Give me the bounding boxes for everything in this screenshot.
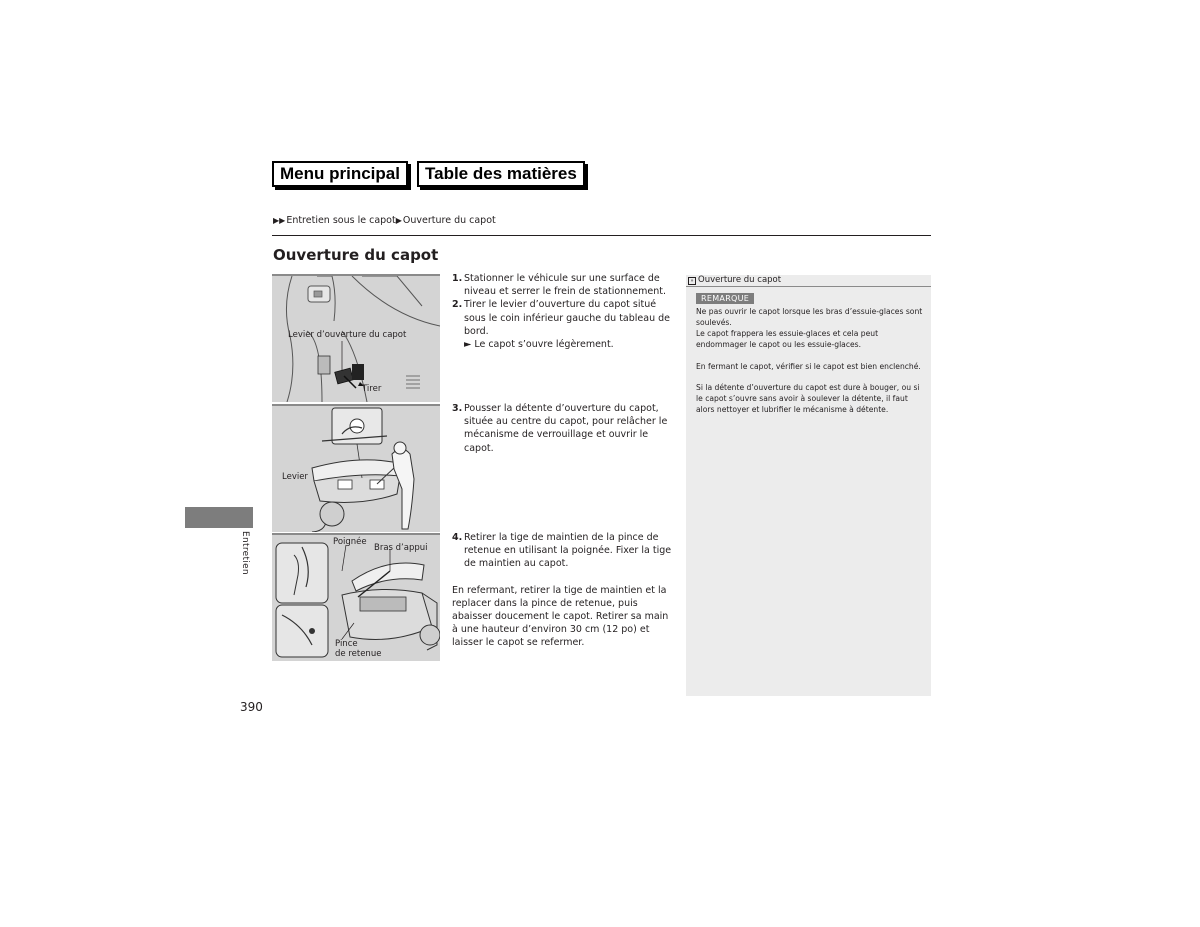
page-number: 390 [240,700,263,714]
closing-paragraph: En refermant, retirer la tige de maintien et la replacer dans la pince de retenue, puis abaisser doucement le capot. Retirer sa main à une hauteur d’environ 30 cm (12 po) et laisser le capot se refermer. [452,584,669,649]
table-of-contents-button[interactable]: Table des matières [417,161,585,187]
header-divider [272,235,931,236]
label-clip-line2: de retenue [335,649,382,659]
figure-hood-latch [272,404,440,532]
step-item [452,272,674,298]
sidebar-header [686,275,931,287]
sidebar-note-4: Si la détente d’ouverture du capot est dure à bouger, ou si le capot s’ouvre sans avoir à soulever la détente, il faut alors nettoyer et lubrifier le mécanisme à détente. [696,383,920,414]
label-handle: Poignée [333,537,367,547]
step-number: 3. [452,403,463,414]
double-arrow-icon: ▶▶ [273,216,286,225]
breadcrumb-parent[interactable]: Entretien sous le capot [286,215,396,226]
step-item [452,402,674,455]
step-number: 1. [452,273,463,284]
sidebar-note-3: En fermant le capot, vérifier si le capot est bien enclenché. [696,362,921,371]
sidebar-note-2: Le capot frappera les essuie-glaces et cela peut endommager le capot ou les essuie-glaces. [696,329,879,349]
hood-latch-illustration [272,406,440,532]
step-result: ► Le capot s’ouvre légèrement. [464,339,614,351]
step-text: Pousser la détente d’ouverture du capot, située au centre du capot, pour relâcher le mécanisme de verrouillage et ouvrir le capot. [464,403,668,454]
label-support-rod: Bras d’appui [374,543,428,553]
figure-hood-release-lever [272,274,440,402]
step-item [452,531,674,571]
remark-badge: REMARQUE [696,293,754,304]
step-item [452,298,674,351]
main-menu-button[interactable]: Menu principal [272,161,408,187]
sidebar-notes [686,275,931,696]
label-clip-line1: Pince [335,639,358,649]
breadcrumb [273,215,496,226]
steps-group-2 [452,402,674,455]
label-lever: Levier [282,472,308,482]
step-text: Stationner le véhicule sur une surface de niveau et serrer le frein de stationnement. [464,273,666,298]
steps-group-3 [452,531,674,650]
reference-icon: » [688,277,696,285]
section-tab-marker [185,507,253,528]
sidebar-header-text[interactable]: Ouverture du capot [698,275,782,285]
sidebar-note-1: Ne pas ouvrir le capot lorsque les bras d’essuie-glaces sont soulevés. [696,307,923,327]
steps-group-1 [452,272,674,351]
page-title: Ouverture du capot [273,246,439,264]
arrow-icon: ▶ [395,216,402,225]
figure-support-rod [272,533,440,661]
label-hood-release-lever: Levier d’ouverture du capot [288,330,407,340]
section-tab-label: Entretien [240,531,250,575]
step-number: 4. [452,532,463,543]
breadcrumb-current[interactable]: Ouverture du capot [402,215,496,226]
label-pull: Tirer [362,384,382,394]
step-number: 2. [452,299,463,311]
step-text: Retirer la tige de maintien de la pince de retenue en utilisant la poignée. Fixer la tige de maintien au capot. [464,532,672,570]
step-text-block [464,298,674,351]
step-text: Tirer le levier d’ouverture du capot situé sous le coin inférieur gauche du tableau de bord. [464,299,671,337]
